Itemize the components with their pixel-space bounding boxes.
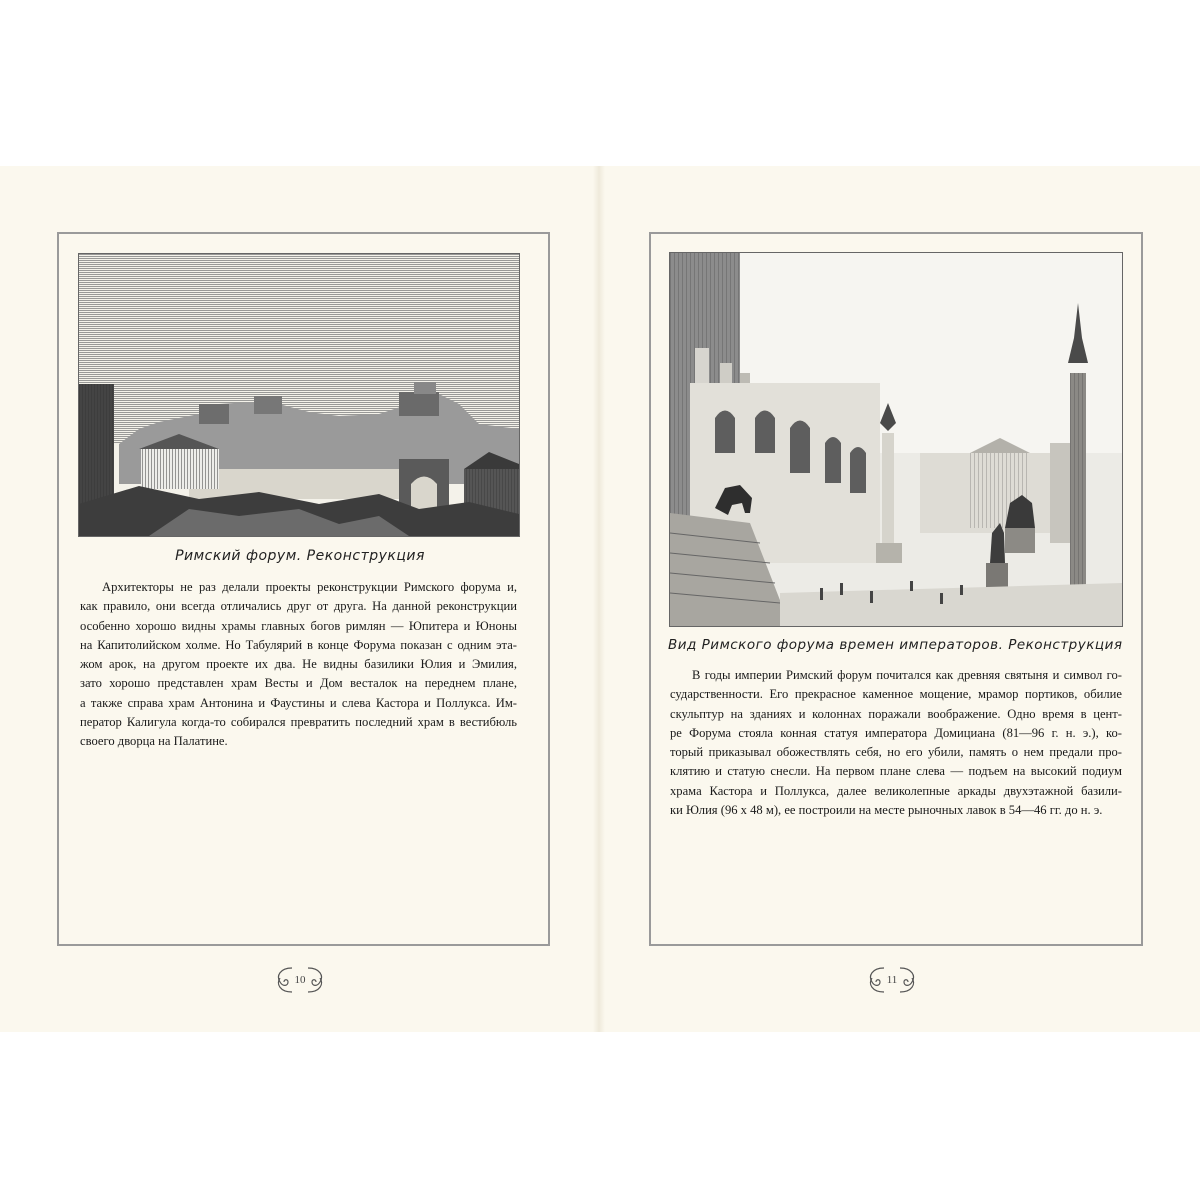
page-number: 11 xyxy=(886,974,898,986)
text-line: В годы империи Римский форум почитался как древняя святыня и символ го- xyxy=(692,668,1122,682)
text-line: а также справа храм Антонина и Фаустины и слева Кастора и Поллукса. Им- xyxy=(80,695,517,710)
left-illustration-caption: Римский форум. Реконструкция xyxy=(175,548,425,564)
right-body-text xyxy=(670,666,1122,820)
text-line: храма Кастора и Поллукса, далее великолепные аркады двухэтажной базили- xyxy=(670,783,1122,798)
text-line: ператор Калигула когда-то собирался превратить последний храм в вестибюль xyxy=(80,715,517,730)
text-line: ки Юлия (96 x 48 м), ее построили на месте рыночных лавок в 54—46 гг. до н. э. xyxy=(670,803,1103,818)
text-line: Архитекторы не раз делали проекты реконструкции Римского форума и, xyxy=(102,580,517,594)
text-line: сударственности. Его прекрасное каменное мощение, мрамор портиков, обилие xyxy=(670,687,1122,702)
right-page-number-ornament xyxy=(862,962,922,998)
left-page-number-ornament xyxy=(270,962,330,998)
text-line: жом арок, на другом проекте их два. Не видны базилики Юлия и Эмилия, xyxy=(80,657,517,672)
left-body-text xyxy=(80,578,517,752)
text-line: особенно хорошо видны храмы главных богов римлян — Юпитера и Юноны xyxy=(80,618,517,633)
text-line: скульптур на зданиях и колоннах поражали воображение. Одно время в цент- xyxy=(670,706,1122,721)
imperial-forum-view-engraving xyxy=(669,252,1123,627)
right-illustration-caption: Вид Римского форума времен императоров. Реконструкция xyxy=(668,637,1123,653)
text-line: на Капитолийском холме. Но Табулярий в конце Форума показан с одним эта- xyxy=(80,637,517,652)
text-line: ре Форума стояла конная статуя императора Домициана (81—96 г. н. э.), ко- xyxy=(670,725,1122,740)
book-gutter xyxy=(593,166,605,1032)
text-line: как правило, они всегда отличались друг от друга. На данной реконструкции xyxy=(80,599,517,614)
page-number: 10 xyxy=(294,974,306,986)
text-line: зато хорошо представлен храм Весты и Дом весталок на переднем плане, xyxy=(80,676,517,691)
forum-reconstruction-engraving xyxy=(78,253,520,537)
text-line: торый приказывал обожествлять себя, но его убили, память о нем предали про- xyxy=(670,745,1122,760)
text-line: своего дворца на Палатине. xyxy=(80,734,228,749)
text-line: клятию и статую снесли. На первом плане слева — подъем на высокий подиум xyxy=(670,764,1122,779)
